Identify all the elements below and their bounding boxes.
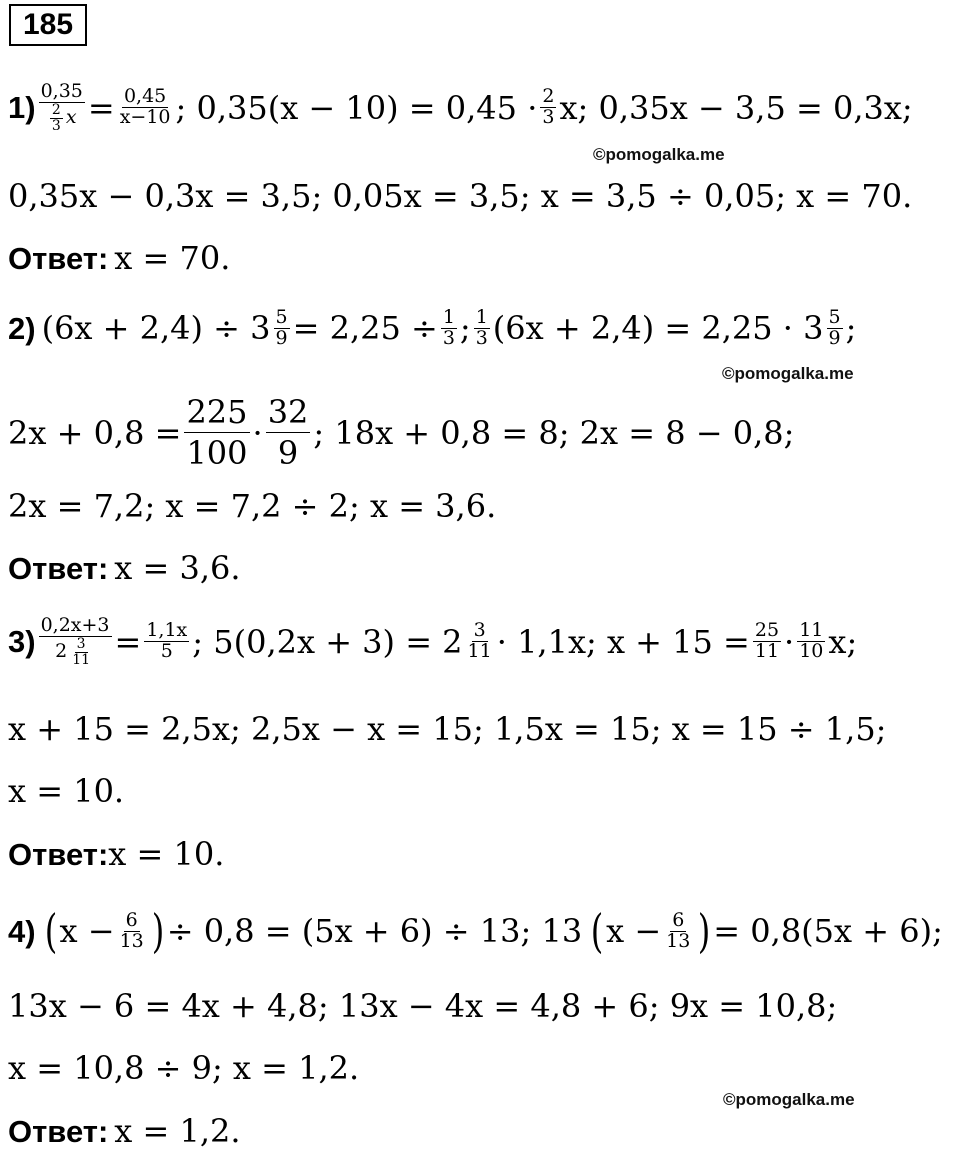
p1-line2: 0,35x − 0,3x = 3,5; 0,05x = 3,5; x = 3,5 ÷ 0,05; x = 70. (8, 177, 913, 215)
p3-line3: x = 10. (8, 772, 125, 810)
p4-line1: 4) ( x − $\frac{6}{13}$ ) ÷ 0,8 = (5x + 6) ÷ 13; 13 ( x − $\frac{6}{13}$ ) = 0,8(5x + 6); (8, 904, 943, 958)
p3-answer: Ответ: x = 10. (8, 835, 225, 873)
p1-answer: Ответ: x = 70. (8, 239, 231, 277)
p1-fraction-3: $\frac{2}{3}$ (542, 85, 555, 129)
watermark: ©pomogalka.me (723, 1090, 855, 1109)
watermark: ©pomogalka.me (722, 364, 854, 383)
p2-answer: Ответ: x = 3,6. (8, 549, 241, 587)
p3-fraction-1: 0,2x+3 2 $\frac{3}{11}$ (40, 614, 110, 668)
p2-mixed-1: $\frac{5}{9}$ (275, 306, 288, 349)
p2-line1: 2) (6x + 2,4) ÷ 3 $\frac{5}{9}$ = 2,25 ÷ $\frac{1}{3}$ ; $\frac{1}{3}$ (6x + 2,4) = 2,25 · 3 $\frac{5}{9}$ ; (8, 306, 857, 349)
p4-line3: x = 10,8 ÷ 9; x = 1,2. (8, 1049, 360, 1087)
p2-fraction-big-1: $\frac{225}{100}$ (186, 393, 248, 472)
p3-line1: 3) 0,2x+3 2 $\frac{3}{11}$ = $\frac{1,1x}{5}$ ; 5(0,2x + 3) = 2 $\frac{3}{11}$ · 1,1x; x + 15 = $\frac{25}{11}$ · $\frac{11}{10}$ x; (8, 614, 858, 668)
p2-line3: 2x = 7,2; x = 7,2 ÷ 2; x = 3,6. (8, 487, 497, 525)
p1-line1: 1) 0,35 $\frac{2}{3}$ x = $\frac{0,45}{x-10}$ ; 0,35(x − 10) = 0,45 · $\frac{2}{3}$ x; 0,35x − 3,5 = 0,3x; (8, 80, 913, 134)
p2-mixed-2: $\frac{5}{9}$ (828, 306, 841, 349)
p1-fraction-1: 0,35 $\frac{2}{3}$ x (40, 80, 83, 134)
p3-line2: x + 15 = 2,5x; 2,5x − x = 15; 1,5x = 15; x = 15 ÷ 1,5; (8, 710, 887, 748)
problem-number: 185 (9, 4, 87, 46)
p1-label: 1) (8, 90, 36, 126)
p1-fraction-2: $\frac{0,45}{x-10}$ (119, 85, 171, 129)
watermark: ©pomogalka.me (593, 145, 725, 164)
p2-line2: 2x + 0,8 = $\frac{225}{100}$ · $\frac{32}{9}$ ; 18x + 0,8 = 8; 2x = 8 − 0,8; (8, 393, 795, 472)
p4-answer: Ответ: x = 1,2. (8, 1112, 241, 1150)
p2-fraction-big-2: $\frac{32}{9}$ (267, 393, 309, 472)
p4-line2: 13x − 6 = 4x + 4,8; 13x − 4x = 4,8 + 6; 9x = 10,8; (8, 987, 838, 1025)
